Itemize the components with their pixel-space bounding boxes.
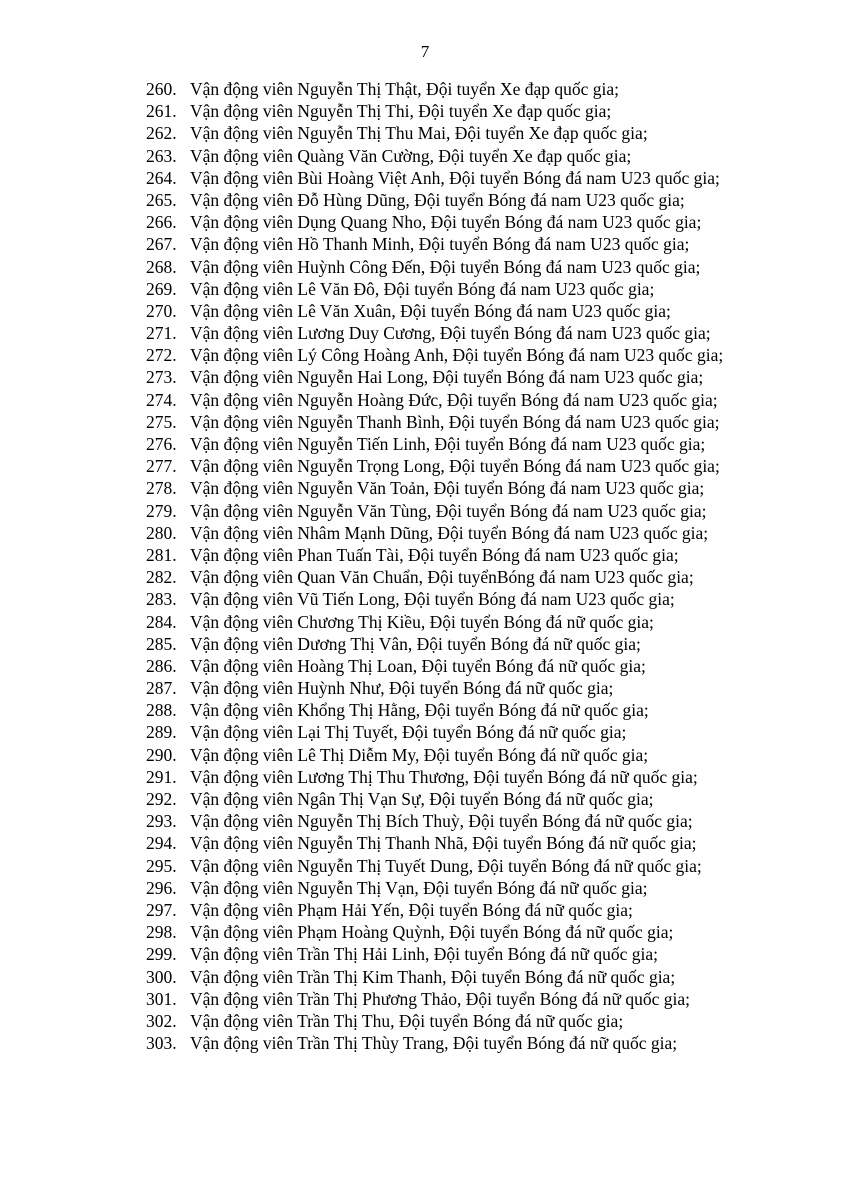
list-item-text: Vận động viên Chương Thị Kiều, Đội tuyển Bóng đá nữ quốc gia;	[190, 611, 654, 632]
list-item-number: 299.	[146, 944, 177, 965]
list-item-number: 267.	[146, 234, 177, 255]
list-item-text: Vận động viên Trần Thị Hải Linh, Đội tuyển Bóng đá nữ quốc gia;	[190, 944, 659, 965]
list-item-text: Vận động viên Đỗ Hùng Dũng, Đội tuyển Bóng đá nam U23 quốc gia;	[190, 189, 685, 210]
list-item	[0, 566, 850, 588]
list-item	[0, 455, 850, 477]
list-item	[0, 500, 850, 522]
list-item-number: 260.	[146, 79, 177, 99]
list-item-text: Vận động viên Lê Văn Xuân, Đội tuyển Bóng đá nam U23 quốc gia;	[190, 300, 671, 321]
list-item-text: Vận động viên Phạm Hoàng Quỳnh, Đội tuyển Bóng đá nữ quốc gia;	[190, 922, 674, 943]
list-item-number: 287.	[146, 678, 177, 699]
list-item-text: Vận động viên Lê Văn Đô, Đội tuyển Bóng đá nam U23 quốc gia;	[190, 278, 655, 299]
list-item-text: Vận động viên Quàng Văn Cường, Đội tuyển Xe đạp quốc gia;	[190, 145, 632, 166]
list-item-text: Vận động viên Nguyễn Trọng Long, Đội tuyển Bóng đá nam U23 quốc gia;	[190, 456, 720, 477]
list-item-text: Vận động viên Lại Thị Tuyết, Đội tuyển Bóng đá nữ quốc gia;	[190, 722, 627, 743]
list-item	[0, 588, 850, 610]
list-item-number: 271.	[146, 323, 177, 344]
list-item-number: 292.	[146, 789, 177, 809]
list-item	[0, 189, 850, 211]
list-item-number: 272.	[146, 345, 177, 366]
list-item-text: Vận động viên Trần Thị Thu, Đội tuyển Bóng đá nữ quốc gia;	[190, 1010, 624, 1031]
list-item	[0, 921, 850, 943]
list-item-text: Vận động viên Phan Tuấn Tài, Đội tuyển Bóng đá nam U23 quốc gia;	[190, 544, 679, 565]
list-item-number: 263.	[146, 145, 177, 166]
list-item	[0, 943, 850, 965]
list-item-number: 295.	[146, 855, 177, 876]
list-item-number: 273.	[146, 367, 177, 388]
list-item	[0, 322, 850, 344]
list-item-text: Vận động viên Ngân Thị Vạn Sự, Đội tuyển Bóng đá nữ quốc gia;	[190, 789, 654, 809]
list-item	[0, 988, 850, 1010]
list-item-text: Vận động viên Nguyễn Thị Tuyết Dung, Đội tuyển Bóng đá nữ quốc gia;	[190, 855, 702, 876]
list-item	[0, 366, 850, 388]
list-item-number: 293.	[146, 811, 177, 832]
list-item-text: Vận động viên Lương Thị Thu Thương, Đội tuyển Bóng đá nữ quốc gia;	[190, 766, 698, 787]
list-item	[0, 899, 850, 921]
list-item-number: 303.	[146, 1033, 177, 1054]
list-item-number: 289.	[146, 722, 177, 743]
list-item	[0, 433, 850, 455]
list-item-text: Vận động viên Phạm Hải Yến, Đội tuyển Bóng đá nữ quốc gia;	[190, 899, 633, 920]
list-item	[0, 611, 850, 633]
list-item	[0, 744, 850, 766]
list-item	[0, 477, 850, 499]
list-item	[0, 1032, 850, 1054]
list-item	[0, 78, 850, 100]
list-item-number: 284.	[146, 611, 177, 632]
list-item-text: Vận động viên Trần Thị Kim Thanh, Đội tuyển Bóng đá nữ quốc gia;	[190, 966, 676, 987]
list-item	[0, 766, 850, 788]
list-item-text: Vận động viên Dụng Quang Nho, Đội tuyển Bóng đá nam U23 quốc gia;	[190, 212, 702, 233]
list-item-number: 262.	[146, 123, 177, 144]
list-item-text: Vận động viên Nguyễn Thị Thi, Đội tuyển Xe đạp quốc gia;	[190, 101, 612, 122]
list-item-text: Vận động viên Nguyễn Thị Thanh Nhã, Đội tuyển Bóng đá nữ quốc gia;	[190, 833, 697, 854]
list-item	[0, 256, 850, 278]
list-item-text: Vận động viên Lê Thị Diễm My, Đội tuyển Bóng đá nữ quốc gia;	[190, 744, 649, 765]
list-item-text: Vận động viên Nguyễn Thị Thu Mai, Đội tuyển Xe đạp quốc gia;	[190, 123, 648, 144]
athlete-list	[0, 78, 850, 1054]
list-item	[0, 788, 850, 810]
list-item	[0, 544, 850, 566]
list-item-text: Vận động viên Nguyễn Thanh Bình, Đội tuyển Bóng đá nam U23 quốc gia;	[190, 411, 720, 432]
list-item	[0, 344, 850, 366]
list-item-number: 268.	[146, 256, 177, 277]
list-item-number: 277.	[146, 456, 177, 477]
list-item	[0, 522, 850, 544]
list-item-number: 288.	[146, 700, 177, 721]
list-item-text: Vận động viên Lương Duy Cương, Đội tuyển Bóng đá nam U23 quốc gia;	[190, 323, 711, 344]
list-item-number: 285.	[146, 633, 177, 654]
list-item	[0, 300, 850, 322]
list-item-text: Vận động viên Nguyễn Thị Vạn, Đội tuyển Bóng đá nữ quốc gia;	[190, 877, 648, 898]
list-item-number: 261.	[146, 101, 177, 122]
list-item-text: Vận động viên Hồ Thanh Minh, Đội tuyển Bóng đá nam U23 quốc gia;	[190, 234, 690, 255]
list-item	[0, 122, 850, 144]
list-item-number: 279.	[146, 500, 177, 521]
list-item-number: 298.	[146, 922, 177, 943]
list-item	[0, 278, 850, 300]
list-item-number: 294.	[146, 833, 177, 854]
page-number: 7	[420, 42, 430, 61]
list-item-number: 286.	[146, 655, 177, 676]
list-item-number: 290.	[146, 744, 177, 765]
list-item-number: 265.	[146, 189, 177, 210]
list-item-text: Vận động viên Quan Văn Chuẩn, Đội tuyểnBóng đá nam U23 quốc gia;	[190, 567, 694, 588]
list-item-text: Vận động viên Nhâm Mạnh Dũng, Đội tuyển Bóng đá nam U23 quốc gia;	[190, 522, 709, 543]
list-item	[0, 389, 850, 411]
list-item	[0, 211, 850, 233]
list-item-number: 274.	[146, 389, 177, 410]
list-item-number: 282.	[146, 567, 177, 588]
list-item	[0, 145, 850, 167]
list-item-number: 291.	[146, 766, 177, 787]
list-item-text: Vận động viên Trần Thị Thùy Trang, Đội tuyển Bóng đá nữ quốc gia;	[190, 1033, 678, 1054]
list-item	[0, 855, 850, 877]
list-item-number: 269.	[146, 278, 177, 299]
list-item-text: Vận động viên Nguyễn Hai Long, Đội tuyển Bóng đá nam U23 quốc gia;	[190, 367, 704, 388]
list-item-number: 302.	[146, 1010, 177, 1031]
list-item-text: Vận động viên Hoàng Thị Loan, Đội tuyển Bóng đá nữ quốc gia;	[190, 655, 646, 676]
list-item-text: Vận động viên Vũ Tiến Long, Đội tuyển Bóng đá nam U23 quốc gia;	[190, 589, 675, 610]
list-item-number: 301.	[146, 988, 177, 1009]
list-item-number: 281.	[146, 544, 177, 565]
list-item-number: 280.	[146, 522, 177, 543]
list-item-text: Vận động viên Bùi Hoàng Việt Anh, Đội tuyển Bóng đá nam U23 quốc gia;	[190, 167, 720, 188]
list-item-text: Vận động viên Nguyễn Thị Bích Thuỳ, Đội tuyển Bóng đá nữ quốc gia;	[190, 811, 693, 832]
list-item-number: 296.	[146, 877, 177, 898]
list-item	[0, 966, 850, 988]
list-item	[0, 233, 850, 255]
list-item-number: 278.	[146, 478, 177, 499]
list-item-number: 276.	[146, 434, 177, 454]
list-item	[0, 677, 850, 699]
list-item-number: 270.	[146, 300, 177, 321]
list-item-text: Vận động viên Nguyễn Văn Toản, Đội tuyển Bóng đá nam U23 quốc gia;	[190, 478, 705, 499]
list-item	[0, 1010, 850, 1032]
list-item	[0, 167, 850, 189]
list-item-text: Vận động viên Trần Thị Phương Thảo, Đội tuyển Bóng đá nữ quốc gia;	[190, 988, 691, 1009]
list-item	[0, 810, 850, 832]
list-item-text: Vận động viên Huỳnh Công Đến, Đội tuyển Bóng đá nam U23 quốc gia;	[190, 256, 701, 277]
list-item-number: 275.	[146, 411, 177, 432]
list-item	[0, 721, 850, 743]
list-item	[0, 633, 850, 655]
list-item-number: 283.	[146, 589, 177, 610]
list-item	[0, 100, 850, 122]
list-item-text: Vận động viên Nguyễn Văn Tùng, Đội tuyển Bóng đá nam U23 quốc gia;	[190, 500, 707, 521]
list-item	[0, 699, 850, 721]
list-item-text: Vận động viên Lý Công Hoàng Anh, Đội tuyển Bóng đá nam U23 quốc gia;	[190, 345, 724, 366]
list-item-text: Vận động viên Nguyễn Thị Thật, Đội tuyển Xe đạp quốc gia;	[190, 79, 619, 99]
list-item-number: 266.	[146, 212, 177, 233]
list-item-text: Vận động viên Khổng Thị Hằng, Đội tuyển Bóng đá nữ quốc gia;	[190, 700, 649, 721]
list-item	[0, 832, 850, 854]
list-item-text: Vận động viên Nguyễn Hoàng Đức, Đội tuyển Bóng đá nam U23 quốc gia;	[190, 389, 718, 410]
list-item	[0, 411, 850, 433]
list-item	[0, 655, 850, 677]
list-item-number: 297.	[146, 899, 177, 920]
list-item-number: 300.	[146, 966, 177, 987]
list-item	[0, 877, 850, 899]
list-item-number: 264.	[146, 167, 177, 188]
list-item-text: Vận động viên Nguyễn Tiến Linh, Đội tuyển Bóng đá nam U23 quốc gia;	[190, 434, 706, 454]
list-item-text: Vận động viên Dương Thị Vân, Đội tuyển Bóng đá nữ quốc gia;	[190, 633, 641, 654]
list-item-text: Vận động viên Huỳnh Như, Đội tuyển Bóng đá nữ quốc gia;	[190, 678, 614, 699]
